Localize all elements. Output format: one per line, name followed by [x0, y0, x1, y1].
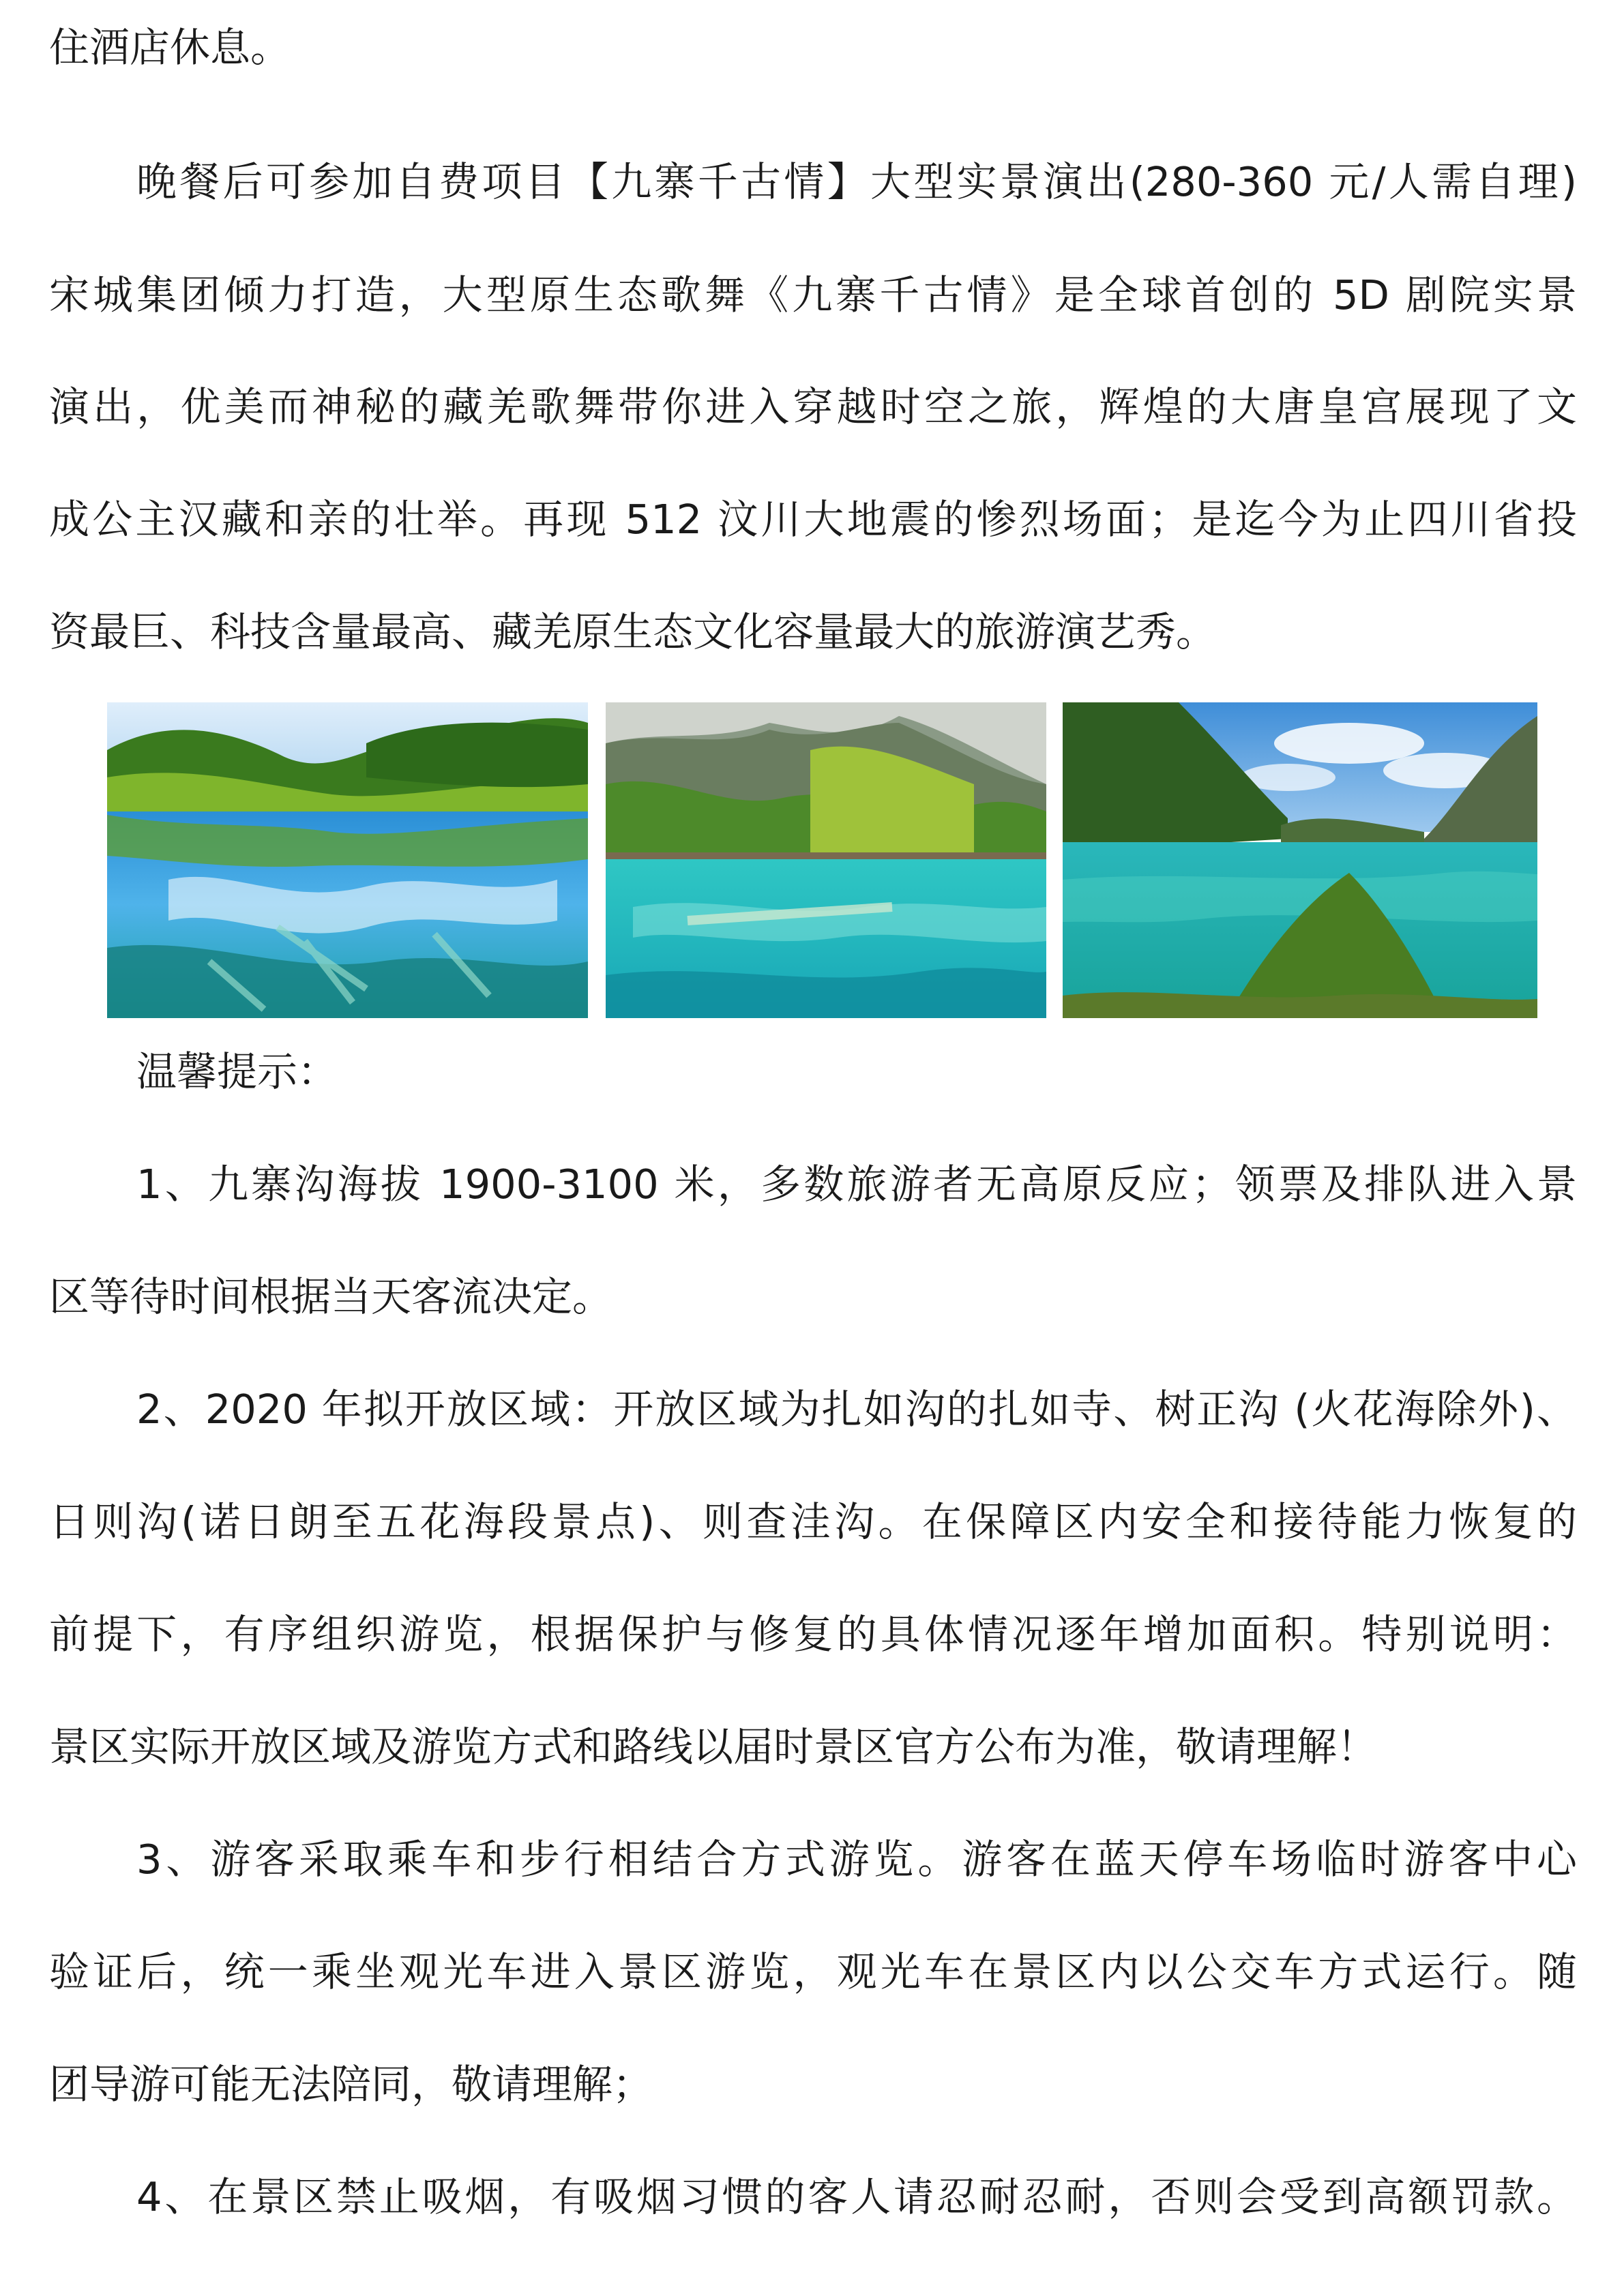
- turquoise-lake-photo: [606, 702, 1046, 1018]
- text-line: 4、在景区禁止吸烟，有吸烟习惯的客人请忍耐忍耐，否则会受到高额罚款。: [136, 2173, 1577, 2220]
- mountain-lake-photo: [1063, 702, 1537, 1018]
- tips-title: 温馨提示：: [136, 1048, 338, 1095]
- text-line: 2、2020 年拟开放区域：开放区域为扎如沟的扎如寺、树正沟 (火花海除外)、: [136, 1386, 1577, 1433]
- text-line: 晚餐后可参加自费项目【九寨千古情】大型实景演出(280-360 元/人需自理): [136, 158, 1577, 205]
- text-line: 验证后，统一乘坐观光车进入景区游览，观光车在景区内以公交车方式运行。随: [49, 1948, 1577, 1995]
- text-line: 成公主汉藏和亲的壮举。再现 512 汶川大地震的惨烈场面；是迄今为止四川省投: [49, 496, 1577, 543]
- text-line: 团导游可能无法陪同，敬请理解；: [49, 2061, 653, 2108]
- text-line: 前提下，有序组织游览，根据保护与修复的具体情况逐年增加面积。特别说明：: [49, 1611, 1577, 1658]
- lake-reflection-photo: [107, 702, 588, 1018]
- text-line: 景区实际开放区域及游览方式和路线以届时景区官方公布为准，敬请理解！: [49, 1723, 1378, 1770]
- text-line: 3、游客采取乘车和步行相结合方式游览。游客在蓝天停车场临时游客中心: [136, 1836, 1577, 1883]
- text-line: 宋城集团倾力打造，大型原生态歌舞《九寨千古情》是全球首创的 5D 剧院实景: [49, 271, 1577, 318]
- text-line: 1、九寨沟海拔 1900-3100 米，多数旅游者无高原反应；领票及排队进入景: [136, 1161, 1577, 1208]
- text-line: 资最巨、科技含量最高、藏羌原生态文化容量最大的旅游演艺秀。: [49, 608, 1217, 655]
- text-line: 日则沟(诺日朗至五花海段景点)、则查洼沟。在保障区内安全和接待能力恢复的: [49, 1498, 1577, 1545]
- text-line: 区等待时间根据当天客流决定。: [49, 1273, 613, 1320]
- text-line: 住酒店休息。: [49, 24, 291, 71]
- text-line: 演出，优美而神秘的藏羌歌舞带你进入穿越时空之旅，辉煌的大唐皇宫展现了文: [49, 383, 1577, 430]
